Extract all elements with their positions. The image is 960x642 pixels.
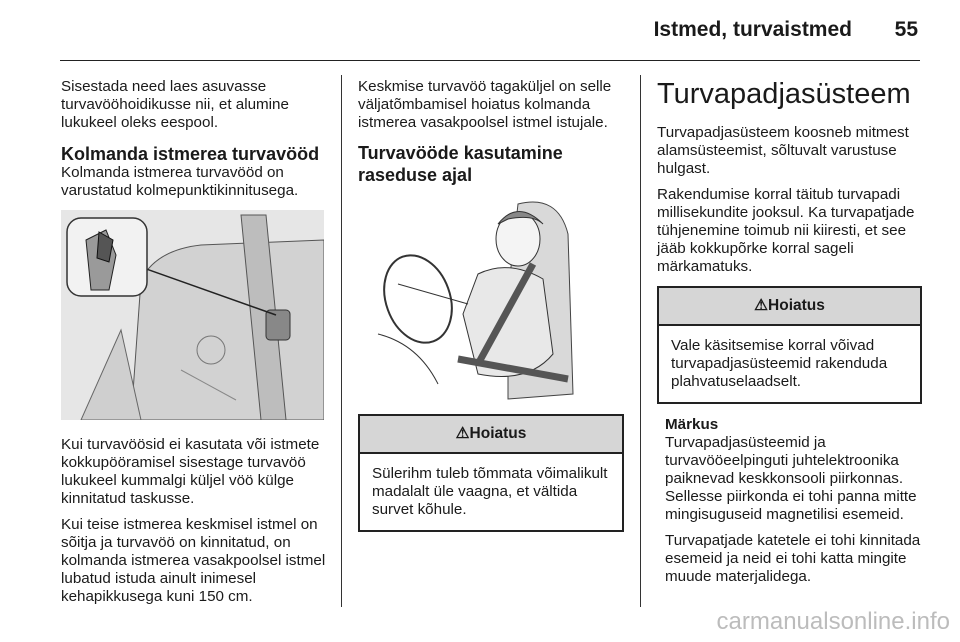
column-1: [61, 78, 331, 614]
header-rule: [60, 60, 920, 61]
col3-paragraph-2: Rakendumise korral täitub turvapadi millisekundite jooksul. Ka turvapatjade tühjenemine toimub nii kiiresti, et see jääb kokkupõrke korral sageli märkamatuks.: [657, 186, 915, 275]
col1-paragraph-3: Kui turvavöösid ei kasutata või istmete kokkupööramisel sisestage turvavöö lukukeel kummalgi küljel vöö külge kinnitatud taskusse.: [61, 436, 320, 507]
column-divider-2: [640, 75, 641, 607]
note-box: [657, 416, 922, 586]
col3-warning-box: [657, 286, 922, 404]
pregnant-driver-illustration: [358, 194, 620, 404]
warning-triangle-icon: ⚠: [754, 297, 769, 314]
column-3: [657, 78, 922, 594]
col1-paragraph-1: Sisestada need laes asuvasse turvavööhoidikusse nii, et alumine lukukeel oleks eespool.: [61, 78, 289, 131]
seatbelt-pocket-illustration: [61, 210, 324, 420]
watermark: carmanualsonline.info: [716, 608, 950, 635]
col1-paragraph-2: Kolmanda istmerea turvavööd on varustatud kolmepunktikinnitusega.: [61, 164, 299, 199]
col2-warning-header: [360, 416, 622, 454]
col2-paragraph-1: Keskmise turvavöö tagaküljel on selle väljatõmbamisel hoiatus kolmanda istmerea vasakpoolsel istmel istujale.: [358, 78, 612, 131]
note-paragraph-2: Turvapatjade katetele ei tohi kinnitada esemeid ja neid ei tohi katta mingite muude materjalidega.: [665, 532, 921, 585]
col2-warning-box: [358, 414, 624, 532]
col3-warning-title: Hoiatus: [768, 297, 825, 314]
page-number: 55: [894, 18, 918, 41]
col3-warning-text: Vale käsitsemise korral võivad turvapadjasüsteemid rakenduda plahvatuselaadselt.: [671, 337, 888, 390]
note-paragraph-1: Turvapadjasüsteemid ja turvavööeelpinguti juhtelektroonika paiknevad keskkonsooli piirkonnas. Sellesse piirkonda ei tohi panna mitte mingisuguseid magnetilisi esemeid.: [665, 434, 917, 523]
col2-warning-text: Sülerihm tuleb tõmmata võimalikult madalalt üle vaagna, et vältida survet kõhule.: [372, 465, 608, 518]
column-2: [358, 78, 624, 542]
col3-paragraph-1: Turvapadjasüsteem koosneb mitmest alamsüsteemist, sõltuvalt varustuse hulgast.: [657, 124, 909, 177]
page-header-title: Istmed, turvaistmed: [653, 18, 852, 41]
col1-paragraph-4: Kui teise istmerea keskmisel istmel on sõitja ja turvavöö on kinnitatud, on kolmanda istmerea vasakpoolsel istmel lubatud istuda ainult inimesel kehapikkusega kuni 150 cm.: [61, 516, 326, 605]
col3-heading: Turvapadjasüsteem: [657, 78, 911, 110]
note-title: Märkus: [665, 416, 719, 433]
col1-heading: Kolmanda istmerea turvavööd: [61, 144, 320, 164]
warning-triangle-icon: ⚠: [455, 425, 470, 442]
col3-warning-header: [659, 288, 920, 326]
col2-warning-title: Hoiatus: [469, 425, 527, 442]
col2-heading: Turvavööde kasutamine raseduse ajal: [358, 143, 563, 185]
column-divider-1: [341, 75, 342, 607]
